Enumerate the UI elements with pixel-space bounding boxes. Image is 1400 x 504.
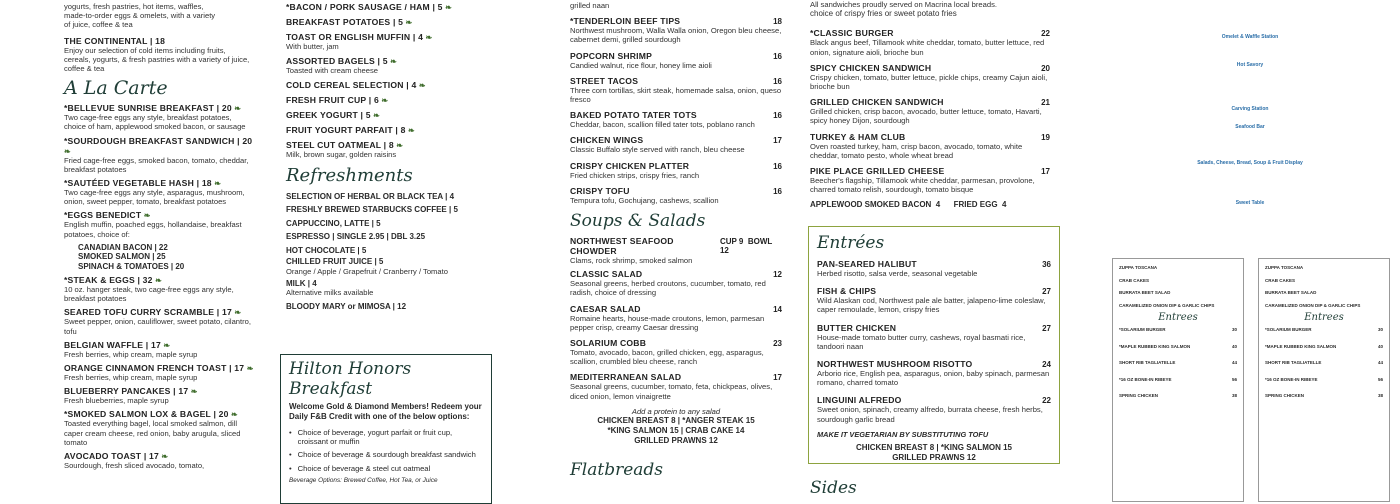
leaf-icon: ❧ <box>393 141 404 151</box>
entree-protein-list: CHICKEN BREAST 8 | *KING SALMON 15 GRILLED PRAWNS 12 <box>855 442 1013 462</box>
menu-item-title: FRESH FRUIT CUP <box>286 95 367 106</box>
card-entree-price: 56 <box>1231 376 1237 382</box>
entrees-box <box>808 226 1060 464</box>
menu-item-price: 16 <box>773 186 782 196</box>
menu-item <box>810 166 1050 194</box>
section-title-a-la-carte: A La Carte <box>64 77 168 100</box>
card-entree-row <box>1265 360 1383 366</box>
menu-item <box>570 186 782 205</box>
menu-item-title: COLD CEREAL SELECTION <box>286 80 404 91</box>
menu-item-title: BAKED POTATO TATER TOTS <box>570 110 697 121</box>
menu-item-desc: House-made tomato butter curry, cashews, royal basmati rice, tandoori naan <box>817 332 1026 351</box>
menu-item-title: PAN-SEARED HALIBUT <box>817 259 917 269</box>
menu-item-title: *BACON / PORK SAUSAGE / HAM <box>286 2 430 12</box>
menu-item-price: 27 <box>1042 287 1051 297</box>
card-entrees-heading: Entrees <box>1158 312 1198 324</box>
menu-item-price: 12 <box>773 270 782 280</box>
leaf-icon: ❧ <box>188 387 198 397</box>
juice-desc: Orange / Apple / Grapefruit / Cranberry / Tomato <box>286 267 448 277</box>
card-entree-title: SHORT RIB TAGLIATELLE <box>1265 360 1322 366</box>
menu-item-price: 5 <box>382 56 388 67</box>
drinks-list <box>286 190 472 268</box>
protein-list: CHICKEN BREAST 8 | *ANGER STEAK 15 *KING SALMON 15 | CRAB CAKE 14 GRILLED PRAWNS 12 <box>597 415 755 445</box>
menu-item-title: TOAST OR ENGLISH MUFFIN <box>286 32 411 42</box>
menu-item-desc: Milk, brown sugar, golden raisins <box>286 150 397 160</box>
menu-item-desc: Herbed risotto, salsa verde, seasonal vegetable <box>817 269 978 278</box>
card-entree-row <box>1119 393 1237 399</box>
protein-note: Add a protein to any salad <box>631 406 721 416</box>
menu-item-desc: Fresh blueberries, maple syrup <box>64 396 169 406</box>
card-item-title: CRAB CAKES <box>1265 277 1296 283</box>
menu-item-price: 18 <box>773 17 782 27</box>
leaf-icon: ❧ <box>160 340 171 350</box>
menu-item-price: 6 <box>373 95 379 106</box>
menu-item-price: 17 <box>149 451 159 462</box>
menu-item-desc: Three corn tortillas, skirt steak, homemade salsa, onion, queso fresco <box>570 85 782 105</box>
menu-item-desc: English muffin, poached eggs, hollandaise, breakfast potatoes, choice of: <box>64 220 242 239</box>
drink-item: CAPPUCCINO, LATTE | 5 <box>286 218 381 228</box>
menu-item: *SMOKED SALMON LOX & BAGEL | 20 ❧ Toasted everything bagel, local smoked salmon, dill caper cream cheese, red onion, baby arugula, sliced tomato <box>64 409 254 447</box>
menu-item-desc: Two cage-free eggs any style, breakfast potatoes, choice of ham, applewood smoked bacon, or sausage <box>64 113 246 132</box>
menu-item-title: TURKEY & HAM CLUB <box>810 131 906 142</box>
menu-item-title: *BELLEVUE SUNRISE BREAKFAST <box>64 103 215 114</box>
drink-item: FRESHLY BREWED STARBUCKS COFFEE | 5 <box>286 205 458 215</box>
menu-item <box>817 323 1051 351</box>
menu-column-sandwiches <box>810 0 1050 500</box>
menu-item-desc: Seasonal greens, herbed croutons, cucumber, tomato, red radish, choice of dressing <box>570 279 766 298</box>
menu-item-title: CAESAR SALAD <box>570 303 641 314</box>
menu-item-title: *SOURDOUGH BREAKFAST SANDWICH <box>64 135 235 146</box>
drink-item: CHILLED FRUIT JUICE | 5 <box>286 257 384 267</box>
menu-item-title: NORTHWEST MUSHROOM RISOTTO <box>817 359 973 370</box>
honors-title: Hilton Honors Breakfast <box>289 359 412 399</box>
card-entrees-heading: Entrees <box>1304 312 1344 324</box>
leaf-icon: ❧ <box>231 104 242 114</box>
menu-item: BELGIAN WAFFLE | 17 ❧ Fresh berries, whip cream, maple syrup <box>64 340 254 359</box>
menu-item-desc: Oven roasted turkey, ham, crisp bacon, avocado, tomato, white cheddar, tomato pesto, whole wheat bread <box>810 141 1023 160</box>
menu-item-title: ORANGE CINNAMON FRENCH TOAST <box>64 363 227 374</box>
menu-item-title: *SAUTÉED VEGETABLE HASH <box>64 178 195 189</box>
menu-item <box>570 110 782 129</box>
card-entree-price: 44 <box>1231 360 1237 366</box>
continental-item: THE CONTINENTAL | 18 Enjoy our selection of cold items including fruits, cereals, yogurts, & fresh pastries with a variety of juice, coffee & tea <box>64 35 250 74</box>
menu-item <box>570 269 782 297</box>
menu-item: SEARED TOFU CURRY SCRAMBLE | 17 ❧ Sweet pepper, onion, cauliflower, sweet potato, cilantro, tofu <box>64 307 254 335</box>
card-entree-row <box>1119 344 1237 350</box>
drink-item: ESPRESSO | SINGLE 2.95 | DBL 3.25 <box>286 232 426 242</box>
menu-item-desc: Cheddar, bacon, scallion filled tater tots, poblano ranch <box>570 120 755 130</box>
menu-item-price: 16 <box>773 111 782 121</box>
menu-item: ASSORTED BAGELS | 5 ❧ Toasted with cream cheese <box>286 56 472 75</box>
menu-item: *BACON / PORK SAUSAGE / HAM | 5 ❧ <box>286 2 452 12</box>
card-item-title: ZUPPA TOSCANA <box>1119 265 1158 270</box>
menu-item: AVOCADO TOAST | 17 ❧ Sourdough, fresh sliced avocado, tomato, <box>64 451 254 470</box>
honors-option: • Choice of beverage & steel cut oatmeal <box>289 463 431 473</box>
card-entree-title: *MAPLE RUBBED KING SALMON <box>1265 343 1337 349</box>
menu-item-price: 5 <box>398 17 404 27</box>
menu-item <box>570 304 782 332</box>
card-entree-title: SHORT RIB TAGLIATELLE <box>1119 360 1176 366</box>
menu-item: TOAST OR ENGLISH MUFFIN | 4 ❧ With butter, jam <box>286 32 472 51</box>
menu-item-price: 22 <box>1041 29 1050 39</box>
menu-item-title: GRILLED CHICKEN SANDWICH <box>810 97 944 108</box>
leaf-icon: ❧ <box>378 96 389 106</box>
menu-item: *SOURDOUGH BREAKFAST SANDWICH | 20 ❧ Fried cage-free eggs, smoked bacon, tomato, cheddar, breakfast potatoes <box>64 135 253 174</box>
menu-item <box>64 210 254 238</box>
menu-item-title: FISH & CHIPS <box>817 286 877 297</box>
leaf-icon: ❧ <box>405 126 415 136</box>
vegetarian-note: MAKE IT VEGETARIAN BY SUBSTITUTING TOFU <box>817 429 989 439</box>
menu-item-title: CRISPY CHICKEN PLATTER <box>570 160 690 171</box>
menu-item-desc: Fried cage-free eggs, smoked bacon, tomato, cheddar, breakfast potatoes <box>64 155 249 174</box>
menu-item-title: BELGIAN WAFFLE <box>64 339 144 350</box>
menu-item-price: 17 <box>773 373 782 383</box>
leaf-icon: ❧ <box>423 33 433 42</box>
menu-item <box>817 395 1051 423</box>
menu-item-price: 32 <box>142 275 153 286</box>
menu-item-desc: Sourdough, fresh sliced avocado, tomato, <box>64 461 205 471</box>
leaf-icon: ❧ <box>231 308 242 318</box>
menu-item-price: 5 <box>365 110 371 121</box>
menu-item-desc: Sweet onion, spinach, creamy alfredo, burrata cheese, fresh herbs, sourdough garlic bread <box>817 405 1043 424</box>
menu-item-price: 24 <box>1042 360 1051 370</box>
card-entree-row <box>1119 360 1237 366</box>
hilton-honors-box <box>280 354 492 504</box>
menu-item-title: BLUEBERRY PANCAKES <box>64 386 171 397</box>
card-entree-price: 40 <box>1231 343 1237 349</box>
menu-item: *STEAK & EGGS | 32 ❧ 10 oz. hanger steak, two cage-free eggs any style, breakfast potatoes <box>64 275 254 303</box>
menu-item-desc: Tempura tofu, Gochujang, cashews, scallion <box>570 195 719 205</box>
menu-item-desc: Toasted with cream cheese <box>286 66 379 76</box>
card-entree-title: *16 OZ BONE-IN RIBEYE <box>1119 376 1172 382</box>
menu-item <box>570 16 782 44</box>
milk-item: MILK | 4 <box>286 279 317 289</box>
menu-item-desc: Sweet pepper, onion, cauliflower, sweet potato, cilantro, tofu <box>64 317 252 336</box>
menu-item-title: SPICY CHICKEN SANDWICH <box>810 62 932 73</box>
menu-item-title: STEEL CUT OATMEAL <box>286 140 382 151</box>
menu-item-price: 17 <box>773 136 782 146</box>
menu-item-desc: With butter, jam <box>286 42 339 51</box>
leaf-icon: ❧ <box>141 211 151 221</box>
drink-item: SELECTION OF HERBAL OR BLACK TEA | 4 <box>286 191 455 201</box>
menu-item <box>570 161 782 180</box>
section-title-refreshments: Refreshments <box>286 164 413 186</box>
leaf-icon: ❧ <box>387 57 398 67</box>
card-entree-title: *SOLARIUM BURGER <box>1265 326 1312 332</box>
menu-item-price: 19 <box>1041 132 1050 142</box>
menu-item-price: 22 <box>1042 396 1051 406</box>
menu-item: GREEK YOGURT | 5 ❧ <box>286 110 381 121</box>
menu-column-starters <box>570 0 782 500</box>
card-entree-price: 56 <box>1377 376 1383 382</box>
menu-item-price: 17 <box>1041 167 1050 177</box>
bloody-mary-item: BLOODY MARY or MIMOSA | 12 <box>286 301 407 311</box>
menu-item-title: BREAKFAST POTATOES <box>286 17 391 27</box>
menu-item <box>810 63 1050 91</box>
menu-item-price: 16 <box>773 161 782 171</box>
card-entree-title: SPRING CHICKEN <box>1119 393 1159 399</box>
card-entree-price: 44 <box>1377 360 1383 366</box>
menu-item-title: SOLARIUM COBB <box>570 338 647 349</box>
menu-item-price: 4 <box>418 32 424 42</box>
buffet-page-thumbnail: Omelet & Waffle Station Hot Savory Carving Station Seafood Bar Salads, Cheese, Bread, Soup & Fruit Display Sweet Table <box>1197 34 1303 206</box>
card-entree-price: 40 <box>1377 343 1383 349</box>
leaf-icon: ❧ <box>228 410 238 420</box>
card-entree-price: 30 <box>1231 326 1237 332</box>
menu-item-price: 4 <box>411 80 417 91</box>
card-entree-row <box>1265 377 1383 383</box>
menu-item-desc: Toasted everything bagel, local smoked salmon, dill caper cream cheese, red onion, baby arugula, sliced tomato <box>64 419 241 447</box>
menu-item-desc: 10 oz. hanger steak, two cage-free eggs any style, breakfast potatoes <box>64 285 234 304</box>
menu-item-desc: Arborio rice, English pea, asparagus, onion, baby spinach, parmesan romano, charred tomato <box>817 369 1050 388</box>
milk-desc: Alternative milks available <box>286 288 374 298</box>
menu-item-title: STREET TACOS <box>570 75 639 86</box>
card-entree-row <box>1119 377 1237 383</box>
menu-item <box>570 51 782 70</box>
menu-column-sides <box>286 0 482 500</box>
menu-item-title: PIKE PLACE GRILLED CHEESE <box>810 166 945 177</box>
menu-item-title: FRUIT YOGURT PARFAIT <box>286 125 393 136</box>
menu-item <box>817 359 1051 387</box>
menu-column-breakfast <box>64 0 254 500</box>
sandwich-addons: APPLEWOOD SMOKED BACON 4 FRIED EGG 4 <box>810 200 1007 210</box>
menu-item-price: 20 <box>221 103 232 114</box>
menu-item: FRESH FRUIT CUP | 6 ❧ <box>286 95 389 106</box>
menu-item-desc: Tomato, avocado, bacon, grilled chicken, egg, asparagus, scallion, crumbled bleu cheese, ranch <box>570 348 764 367</box>
menu-item-desc: Wild Alaskan cod, Northwest pale ale batter, jalapeno-lime coleslaw, caper remoulade, lemon, crispy fries <box>817 296 1046 315</box>
honors-option: • Choice of beverage & sourdough breakfast sandwich <box>289 450 476 460</box>
menu-item-price: 17 <box>234 363 245 374</box>
menu-item-title: *CLASSIC BURGER <box>810 28 894 39</box>
menu-item <box>570 135 782 154</box>
menu-item-desc: Candied walnut, rice flour, honey lime aioli <box>570 60 712 70</box>
menu-item-title: BUTTER CHICKEN <box>817 322 897 333</box>
benedict-options: CANADIAN BACON | 22 SMOKED SALMON | 25 SPINACH & TOMATOES | 20 <box>78 242 185 271</box>
menu-item-title: SEARED TOFU CURRY SCRAMBLE <box>64 307 215 318</box>
menu-item-title: GREEK YOGURT <box>286 110 358 121</box>
menu-item-price: 16 <box>773 76 782 86</box>
menu-item-title: POPCORN SHRIMP <box>570 50 653 61</box>
menu-item-desc: Beecher's flagship, Tillamook white cheddar, parmesan, provolone, charred tomato relish, sourdough, tomato bisque <box>810 176 1035 195</box>
intro-text: yogurts, fresh pastries, hot items, waffles, made-to-order eggs & omelets, with a variety of juice, coffee & tea <box>64 2 216 30</box>
menu-item-title: *TENDERLOIN BEEF TIPS <box>570 16 681 27</box>
section-title-sides: Sides <box>810 478 857 498</box>
menu-item-price: 14 <box>773 304 782 314</box>
menu-item-price: 20 <box>242 135 253 146</box>
section-title-flatbreads: Flatbreads <box>570 459 664 480</box>
menu-item-price: 17 <box>221 307 232 318</box>
menu-item: FRUIT YOGURT PARFAIT | 8 ❧ <box>286 125 415 136</box>
card-item-title: ZUPPA TOSCANA <box>1265 265 1304 270</box>
leaf-icon: ❧ <box>64 146 71 156</box>
menu-item-price: 8 <box>388 140 394 151</box>
menu-item <box>817 259 1051 278</box>
menu-item: BREAKFAST POTATOES | 5 ❧ <box>286 17 413 27</box>
menu-item-price: 20 <box>1041 63 1050 73</box>
menu-item-desc: Crispy chicken, tomato, butter lettuce, pickle chips, creamy Cajun aioli, brioche bun <box>810 72 1048 92</box>
leaf-icon: ❧ <box>416 81 426 91</box>
menu-item-title: AVOCADO TOAST <box>64 451 142 462</box>
dinner-card-left <box>1112 258 1244 502</box>
dinner-card-right <box>1258 258 1390 502</box>
menu-item-desc: Grilled chicken, crisp bacon, avocado, butter lettuce, tomato, Havarti, spicy honey Dijon, sourdough <box>810 107 1042 126</box>
honors-footer: Beverage Options: Brewed Coffee, Hot Tea, or Juice <box>289 476 438 484</box>
menu-item-desc: Two cage-free eggs any style, asparagus, mushroom, onion, sweet pepper, tomato, breakfast potatoes <box>64 188 245 207</box>
menu-item-desc: Northwest mushroom, Walla Walla onion, Oregon bleu cheese, cabernet demi, grilled sourdough <box>570 26 782 45</box>
card-item-title: CARAMELIZED ONION DIP & GARLIC CHIPS <box>1265 302 1361 308</box>
section-title-soups-salads: Soups & Salads <box>570 211 706 232</box>
card-entree-price: 30 <box>1377 326 1383 332</box>
drink-item: HOT CHOCOLATE | 5 <box>286 245 367 255</box>
menu-item-price: 18 <box>201 178 212 189</box>
menu-item <box>810 132 1050 160</box>
menu-item-desc: Romaine hearts, house-made croutons, lemon, parmesan pepper crisp, creamy Caesar dressing <box>570 313 765 332</box>
leaf-icon: ❧ <box>370 111 381 121</box>
menu-item: STEEL CUT OATMEAL | 8 ❧ Milk, brown sugar, golden raisins <box>286 140 472 159</box>
honors-intro: Welcome Gold & Diamond Members! Redeem your Daily F&B Credit with one of the below options: <box>289 402 482 421</box>
leaf-icon: ❧ <box>152 276 162 286</box>
menu-item-desc: Fresh berries, whip cream, maple syrup <box>64 373 198 383</box>
section-title-entrees: Entrées <box>817 233 885 253</box>
card-entree-price: 38 <box>1231 393 1237 399</box>
menu-item <box>570 76 782 104</box>
leaf-icon: ❧ <box>403 18 413 27</box>
menu-item: *BELLEVUE SUNRISE BREAKFAST | 20 ❧ Two cage-free eggs any style, breakfast potatoes, choice of ham, applewood smoked bacon, or sausage <box>64 103 254 131</box>
menu-item <box>570 372 782 400</box>
menu-item-title: CHICKEN WINGS <box>570 135 644 146</box>
menu-item-price: 16 <box>773 51 782 61</box>
menu-item-price: 17 <box>150 339 161 350</box>
menu-item <box>810 97 1050 125</box>
menu-item-price: 27 <box>1042 323 1051 333</box>
card-entree-row <box>1265 327 1383 333</box>
menu-item-price: 17 <box>178 386 189 397</box>
card-entree-price: 38 <box>1377 393 1383 399</box>
card-entree-row <box>1265 393 1383 399</box>
card-entree-title: *MAPLE RUBBED KING SALMON <box>1119 343 1191 349</box>
leaf-icon: ❧ <box>244 364 254 374</box>
menu-item-price: 20 <box>218 409 229 420</box>
menu-item-title: *STEAK & EGGS <box>64 275 135 286</box>
menu-item-title: *SMOKED SALMON LOX & BAGEL <box>64 409 211 420</box>
top-fragment: grilled naan <box>570 1 610 10</box>
menu-item: ORANGE CINNAMON FRENCH TOAST | 17 ❧ Fresh berries, whip cream, maple syrup <box>64 363 254 383</box>
menu-item-title: *EGGS BENEDICT <box>64 210 142 221</box>
card-entree-title: *16 OZ BONE-IN RIBEYE <box>1265 376 1318 382</box>
sandwich-note: All sandwiches proudly served on Macrina local breads. choice of crispy fries or sweet potato fries <box>810 0 997 19</box>
card-item-title: BURRATA BEET SALAD <box>1265 290 1317 296</box>
menu-item-title: MEDITERRANEAN SALAD <box>570 372 682 383</box>
menu-item: BLUEBERRY PANCAKES | 17 ❧ Fresh blueberries, maple syrup <box>64 386 254 405</box>
card-entree-title: SPRING CHICKEN <box>1265 393 1305 399</box>
card-entree-row <box>1265 344 1383 350</box>
menu-item-desc: Classic Buffalo style served with ranch, bleu cheese <box>570 145 745 155</box>
menu-item-desc: Fried chicken strips, crispy fries, ranch <box>570 170 700 180</box>
menu-item-price: 23 <box>773 339 782 349</box>
card-entree-row <box>1119 327 1237 333</box>
card-item-title: CARAMELIZED ONION DIP & GARLIC CHIPS <box>1119 302 1215 308</box>
honors-option: • Choice of beverage, yogurt parfait or fruit cup, croissant or muffin <box>289 428 453 447</box>
menu-item-price: 8 <box>400 125 406 136</box>
card-item-title: BURRATA BEET SALAD <box>1119 290 1171 296</box>
menu-item-title: CLASSIC SALAD <box>570 269 643 280</box>
leaf-icon: ❧ <box>159 452 169 462</box>
leaf-icon: ❧ <box>442 3 452 12</box>
menu-item-title: LINGUINI ALFREDO <box>817 395 902 406</box>
menu-item <box>817 286 1051 314</box>
menu-item-price: 21 <box>1041 98 1050 108</box>
menu-item-title: ASSORTED BAGELS <box>286 56 375 67</box>
menu-item: COLD CEREAL SELECTION | 4 ❧ <box>286 80 426 91</box>
card-entree-title: *SOLARIUM BURGER <box>1119 326 1166 332</box>
menu-item-desc: Black angus beef, Tillamook white cheddar, tomato, butter lettuce, red onion, signature aioli, brioche bun <box>810 38 1045 57</box>
menu-item <box>570 338 782 366</box>
chowder-item: NORTHWEST SEAFOOD CHOWDER CUP 9 BOWL 12 Clams, rock shrimp, smoked salmon <box>570 236 773 266</box>
menu-item-desc: Seasonal greens, cucumber, tomato, feta, chickpeas, olives, diced onion, lemon vinaigrette <box>570 382 773 401</box>
menu-item-price: 5 <box>437 2 443 12</box>
menu-item <box>810 28 1050 56</box>
leaf-icon: ❧ <box>211 179 222 189</box>
menu-thumbnails <box>1100 0 1400 500</box>
card-item-title: CRAB CAKES <box>1119 277 1150 283</box>
menu-item: *SAUTÉED VEGETABLE HASH | 18 ❧ Two cage-free eggs any style, asparagus, mushroom, onion, sweet pepper, tomato, breakfast potatoes <box>64 178 254 206</box>
menu-item-title: CRISPY TOFU <box>570 185 630 196</box>
menu-item-price: 36 <box>1042 260 1051 269</box>
menu-item-desc: Fresh berries, whip cream, maple syrup <box>64 349 198 359</box>
